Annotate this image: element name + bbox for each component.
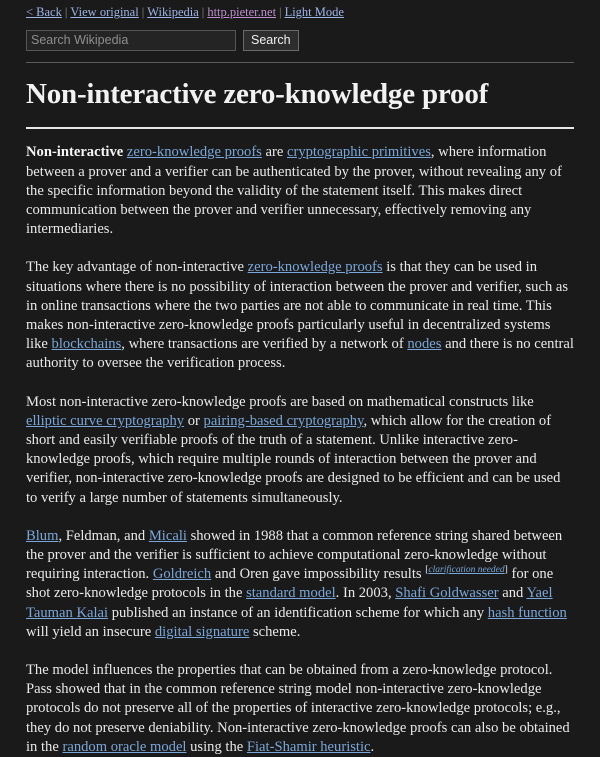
search-input[interactable]: [26, 30, 236, 51]
p4-text-6: and: [498, 585, 527, 602]
link-clarification-needed[interactable]: clarification needed: [428, 565, 505, 576]
link-blockchains[interactable]: blockchains: [51, 336, 122, 353]
clarification-needed-marker: [425, 565, 508, 575]
paragraph-2: [26, 258, 574, 373]
link-digital-signature[interactable]: digital signature: [154, 623, 250, 640]
paragraph-3: [26, 393, 574, 508]
paragraph-4: [26, 527, 574, 642]
paragraph-5: [26, 661, 574, 757]
nav-link-back[interactable]: < Back: [26, 5, 62, 19]
nav-link-view-original[interactable]: View original: [70, 5, 139, 19]
p1-text-2: , where information between a prover and a verifier can be authenticated by the prover, without revealing any of the specific information beyond the validity of the statement itself. This makes direct communication between the prover and verifier unnecessary, effectively removing any intermediaries.: [26, 144, 562, 238]
nav-separator-2: |: [141, 5, 145, 19]
paragraph-1: [26, 143, 574, 239]
article-body: [26, 129, 574, 757]
p4-text-7: published an instance of an identification scheme for which any: [108, 604, 488, 621]
p3-text-2: or: [184, 412, 204, 429]
p5-text-1: The model influences the properties that can be obtained from a zero-knowledge protocol. Pass showed that in the common reference string model non-interactive zero-knowledge protocols do not preserve all of the properties of interactive zero-knowledge protocols; e.g., they do not preserve deniability. Non-interactive zero-knowledge proofs can also be obtained in the: [26, 662, 570, 755]
nav-link-http-pieter-net[interactable]: http.pieter.net: [207, 5, 277, 19]
p4-text-5: . In 2003,: [335, 585, 396, 602]
divider-top: [26, 62, 574, 63]
p1-text-1: are: [261, 144, 287, 161]
p3-text-1: Most non-interactive zero-knowledge proofs are based on mathematical constructs like: [26, 393, 534, 410]
link-zero-knowledge-proofs[interactable]: zero-knowledge proofs: [126, 144, 262, 161]
p4-text-3: and Oren gave impossibility results: [211, 566, 426, 583]
p2-text-4: and there is no central authority to oversee the verification process.: [26, 336, 574, 372]
nav-separator-4: |: [279, 5, 282, 19]
link-hash-function[interactable]: hash function: [487, 604, 567, 621]
p5-text-3: .: [370, 738, 375, 755]
link-standard-model[interactable]: standard model: [246, 585, 336, 602]
p4-text-4: for one shot zero-knowledge protocols in the: [26, 566, 554, 602]
p4-text-9: scheme.: [249, 623, 301, 640]
link-pairing-based-cryptography[interactable]: pairing-based cryptography: [203, 412, 364, 429]
clarify-bracket-open: [: [425, 565, 429, 576]
p2-text-3: , where transactions are verified by a network of: [121, 336, 408, 353]
link-nodes[interactable]: nodes: [407, 336, 442, 353]
p5-text-2: using the: [186, 738, 247, 755]
search-bar: [26, 30, 574, 51]
link-shafi-goldwasser[interactable]: Shafi Goldwasser: [395, 585, 499, 602]
p2-text-2: is that they can be used in situations where there is no possibility of interaction between the prover and verifier, such as in online transactions where the two parties are not able to communicate in real time. This makes non-interactive zero-knowledge proofs particularly useful in decentralized systems like: [26, 259, 569, 353]
p4-text-1: , Feldman, and: [58, 527, 149, 544]
nav-link-wikipedia[interactable]: Wikipedia: [147, 5, 199, 19]
nav-separator-1: |: [64, 5, 68, 19]
p3-text-3: , which allow for the creation of short and easily verifiable proofs of the truth of a statement. Unlike interactive zero-knowledge proofs, which require multiple rounds of interaction between the prover and verifier, non-interactive zero-knowledge proofs are designed to be efficient and can be used to verify a large number of statements simultaneously.: [26, 412, 561, 506]
p2-text-1: The key advantage of non-interactive: [26, 259, 248, 276]
link-zero-knowledge-proofs-2[interactable]: zero-knowledge proofs: [247, 259, 383, 276]
link-fiat-shamir-heuristic[interactable]: Fiat-Shamir heuristic: [246, 738, 371, 755]
link-goldreich[interactable]: Goldreich: [152, 566, 212, 583]
lead-term: Non-interactive: [26, 144, 124, 161]
nav-link-light-mode[interactable]: Light Mode: [284, 5, 344, 19]
link-cryptographic-primitives[interactable]: cryptographic primitives: [287, 144, 431, 161]
nav-separator-3: |: [201, 5, 205, 19]
link-elliptic-curve-cryptography[interactable]: elliptic curve cryptography: [26, 412, 185, 429]
link-yael-tauman-kalai[interactable]: Yael Tauman Kalai: [26, 585, 553, 621]
p4-text-8: will yield an insecure: [26, 623, 155, 640]
link-micali[interactable]: Micali: [148, 527, 187, 544]
search-button[interactable]: Search: [243, 30, 299, 51]
p4-text-2: showed in 1988 that a common reference string shared between the prover and the verifier is sufficient to achieve computational zero-knowledge without requiring interaction.: [26, 527, 563, 583]
page-title: Non-interactive zero-knowledge proof: [26, 77, 489, 110]
link-random-oracle-model[interactable]: random oracle model: [62, 738, 187, 755]
top-navigation-bar: [26, 0, 574, 19]
link-blum[interactable]: Blum: [26, 527, 59, 544]
clarify-bracket-close: ]: [504, 565, 508, 576]
